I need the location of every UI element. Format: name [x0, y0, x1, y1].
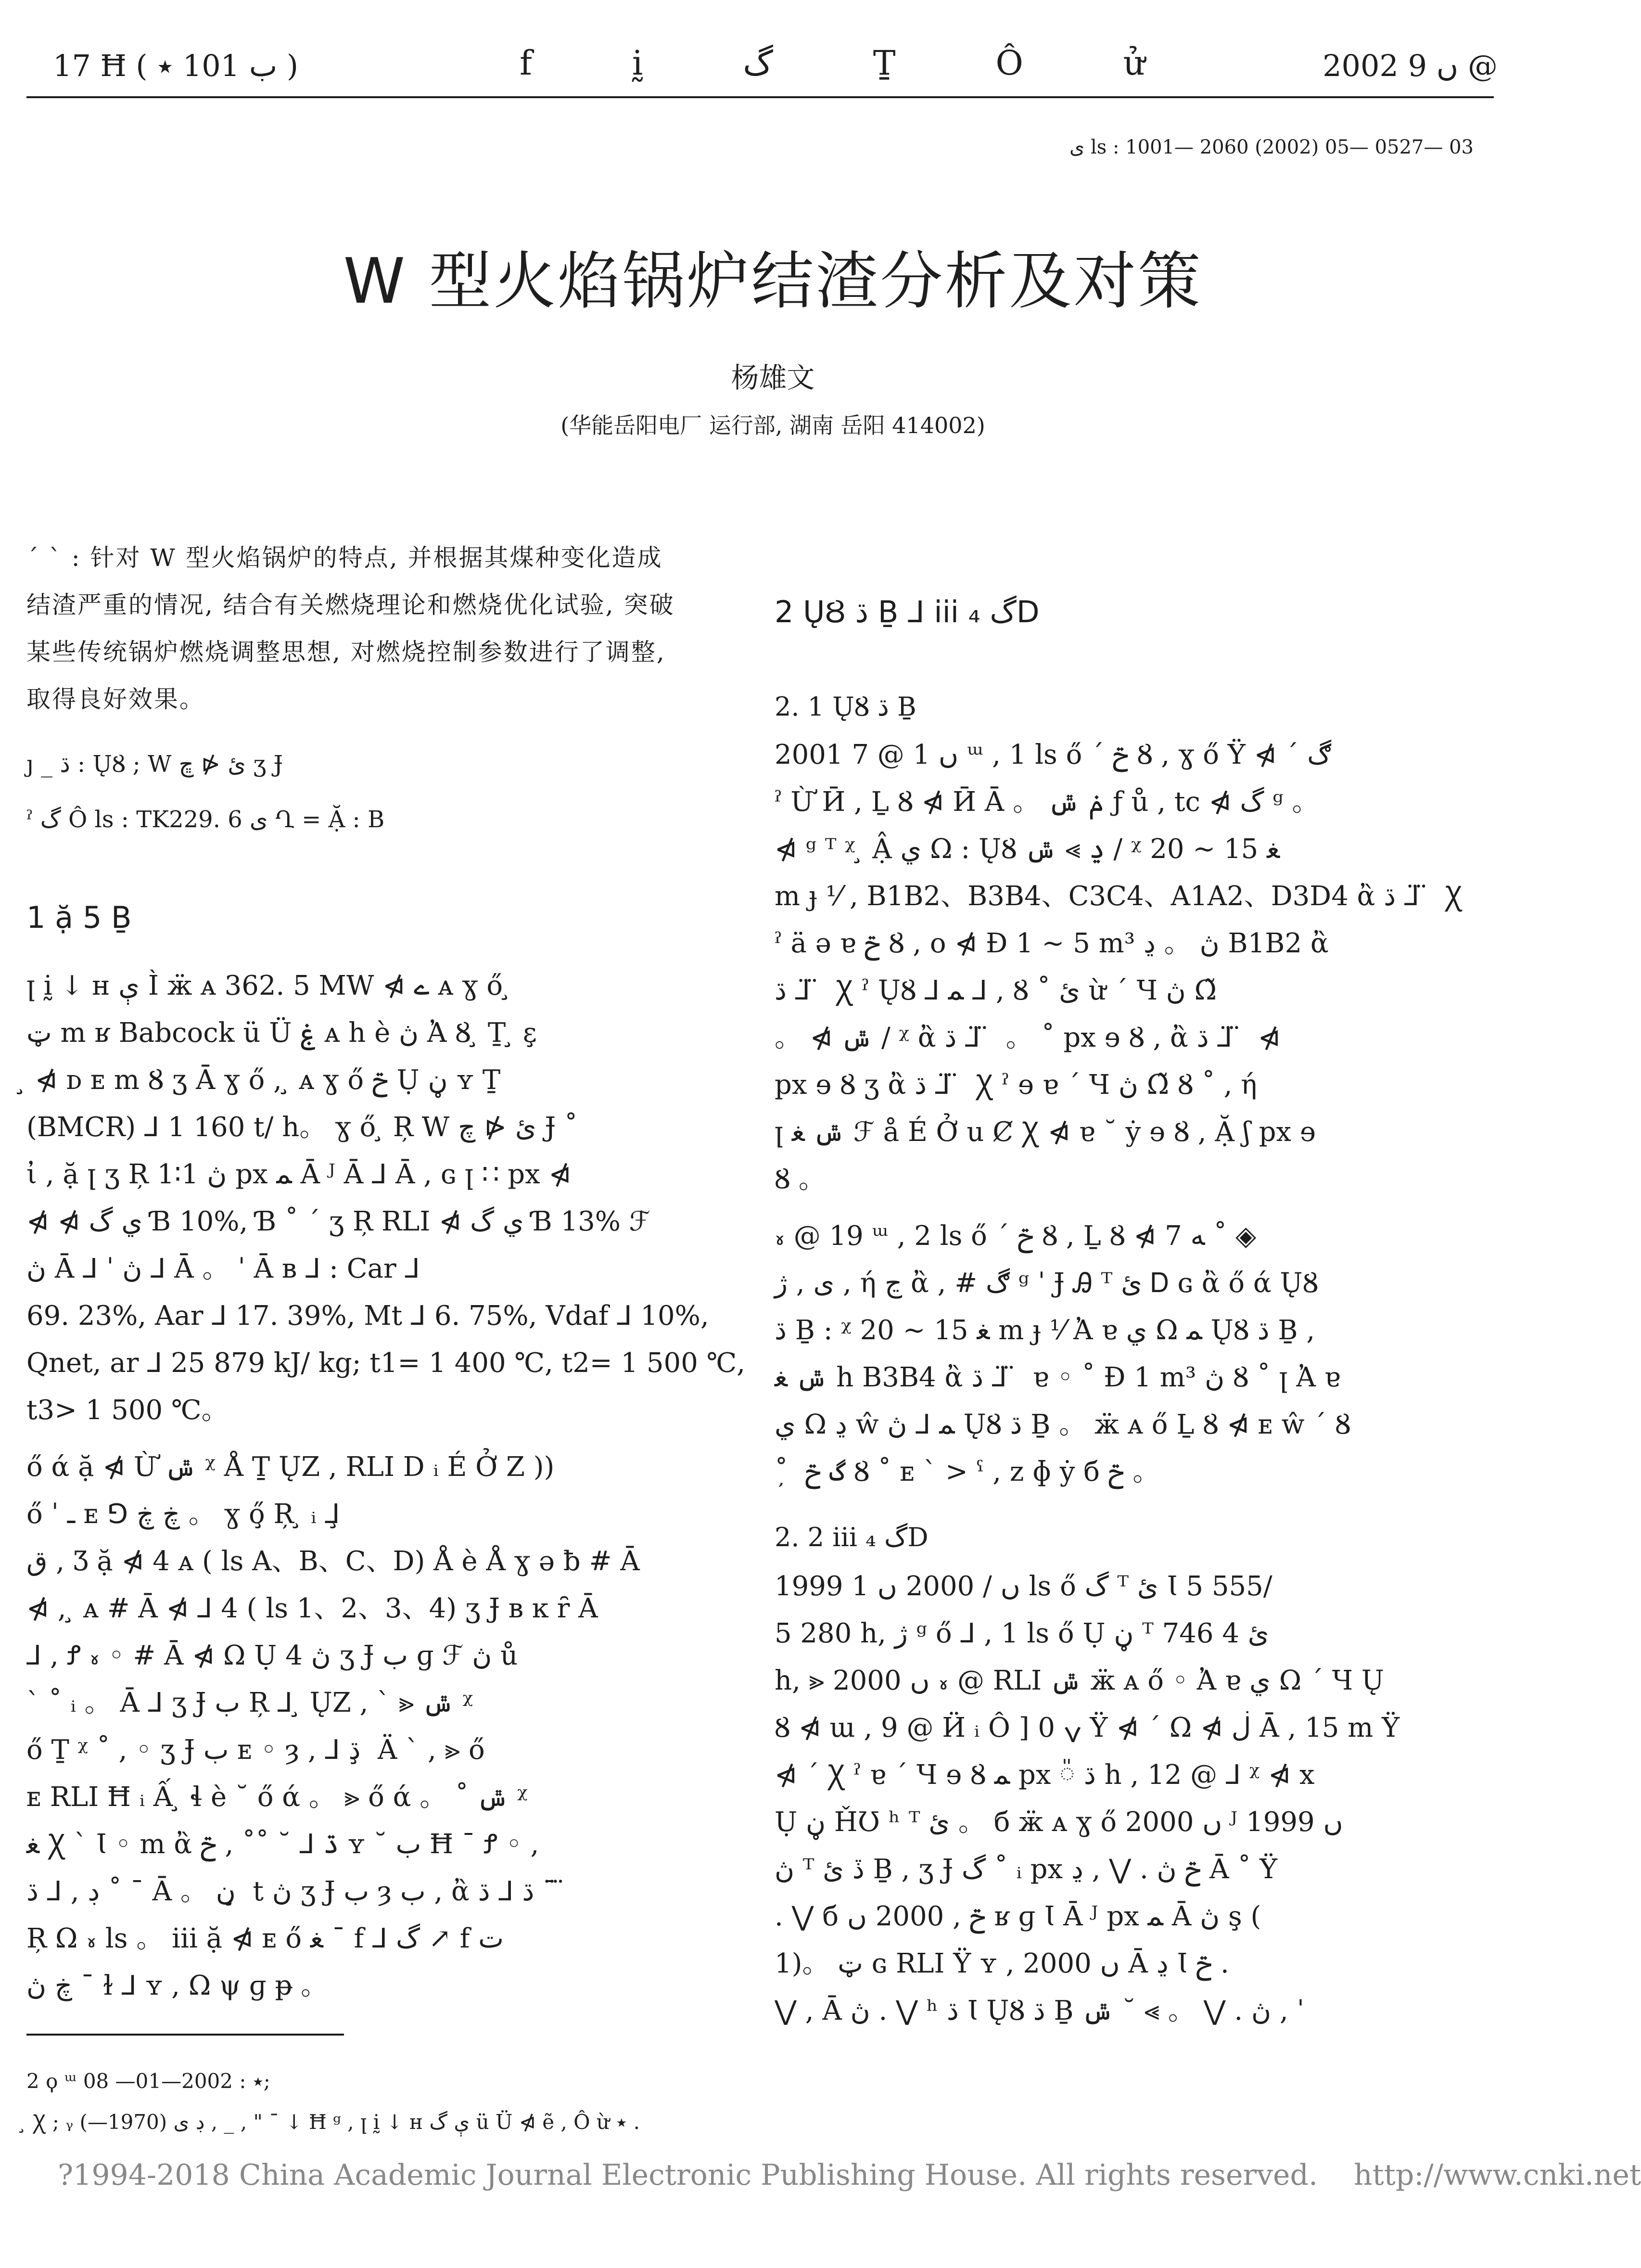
text-line: ᴇ RLI Ħ ᵢ Ấ ̧ ɬ è ˘ ő ά 。 ⪢ ő ά 。 ˚ ݜ ᵡ: [26, 1781, 528, 1813]
text-line: ˀ ä ə ɐ ݗ Ȣ , ᴏ ⋪ Ɖ 1 ~ 5 m³ ڽ 。 ڍ B1B2 ἂ: [775, 928, 1329, 959]
text-line: ⋪ ᵍ ᵀ ᵡ ̧ Ậ ي Ω : ŲȢ ڍ ⪢ ݜ / ᵡ ﻐ 15 ~ 20: [775, 833, 1280, 865]
text-line: ﻐ Ꭓ ˋ Ɩ ◦ m ἂ ڌ ⅃ ˘ ˚˚ , ݗ ʏ ˘ ب Ħ ˉ Ꝭ ◦ ,: [26, 1829, 539, 1860]
text-line: ڌ ⅃ ̈ ̈ Ꭓ ˀ ŲȢ ⅃ ﻤ ⅃ , Ȣ ˚ ئ ừ ˊ Ч ڽ Ω̃: [775, 975, 1217, 1006]
text-line: (BMCR) ⅃ 1 160 t/ h。 ɣ ő ̧ Ŗ W ئ ⋪ چ Ɉ ˚: [26, 1112, 578, 1143]
section-heading-1: 1 ặ 5 Ḇ: [26, 900, 132, 935]
footnote-received-date: 2 ϙ ᵚ ٭ : 2002—01— 08;: [26, 2069, 270, 2093]
text-line: 69. 23%, Aar ⅃ 17. 39%, Mt ⅃ 6. 75%, Vdaf ⅃ 10%,: [26, 1300, 709, 1332]
header-divider: [26, 96, 1494, 98]
text-line: ڽ ᵀ ڏ ئ Ḇ , ʒ Ɉ گ ˚ ᵢ px ݗ ڽ . ⋁ , ڍ Ā ˚ Ÿ: [775, 1854, 1278, 1885]
text-line: ˚ ̦ گ ݗ Ȣ ˚ ᴇ ˋ > ˁ , ᴢ ɸ ẏ б ݗ 。: [775, 1456, 1160, 1487]
article-title: W 型火焰锅炉结渣分析及对策: [343, 244, 1203, 318]
header-issue-date: 2002 ں 9 @: [1323, 48, 1498, 83]
text-line: 。 ⋪ ݜ / ᵡ ἂ ڌ ⅃ ̈ ̈ 。 ˚ px ɘ Ȣ , ἂ ڌ ⅃ ̈ ̈ ⋪: [775, 1022, 1281, 1053]
header-glyph: گ: [743, 43, 773, 83]
section-2-1-paragraph-2: [775, 1213, 1491, 1496]
header-volume-info: 17 Ħ ( ب 101 ٭ ): [53, 48, 299, 83]
header-glyph: ử: [1123, 43, 1145, 83]
text-line: ἰ , ặ ꞁ ʒ Ŗ 1∶1 ڽ px ﻤ Ā ᴶ Ā ⅃ Ā , ɢ ꞁ ∷ px ⋪: [26, 1159, 572, 1190]
section-1-paragraph-2: [26, 1444, 719, 2010]
author-affiliation: (华能岳阳电厂 运行部, 湖南 岳阳 414002): [560, 412, 985, 438]
text-line: Ŗ Ω ៵ ls 。 iii ặ ⋪ ᴇ ő ﻐ ˉ f ⅃ گ ↗ f ت: [26, 1923, 504, 1954]
text-line: ټ m ʁ Babcock ü Ü ۼ ᴀ h è ڽ Ἀ Ȣ ̧ Ṯ ̧ ε̧: [26, 1017, 537, 1049]
text-line: 5 280 h, ژ ᵍ ő ⅃ , 1 ls ő Ụ ڼ ᵀ ئ 4 746: [775, 1618, 1269, 1649]
subsection-heading-2-2: 2. 2 iii ₄ گD: [775, 1522, 929, 1552]
text-line: ő ά ặ ⋪ Ừ ݜ ᵡ Å Ṯ ŲZ , RLI Ⅾ ᵢ É Ở Z )): [26, 1451, 555, 1483]
text-line: ő Ṯ ᵡ ˚ , ◦ ʒ Ɉ ب ᴇ ◦ ȝ , ⅃ ڌ ̧ Ä ˋ , ⪢ ő: [26, 1734, 485, 1766]
classification-number: ˀ گ Ô ls : TK229. 6 ى Ղ = Ặ : B: [26, 806, 385, 833]
copyright-notice: [58, 2158, 1641, 2192]
abstract-line: ˊ ˋ : 针对 W 型火焰锅炉的特点, 并根据其煤种变化造成: [26, 544, 663, 572]
text-line: ꞁ ݜ ﻐ ℱ å É Ở u Ȼ Ꭓ ⋪ ɐ ˘ ẏ ɘ Ȣ , Ặ ʃ px ɘ: [775, 1116, 1316, 1148]
header-journal-name: [520, 43, 1145, 83]
copyright-text: ?1994-2018 China Academic Journal Electronic Publishing House. All rights reserved.: [58, 2158, 1318, 2192]
text-line: ꞁ ḭ ↓ ʜ ې Ì ӝ ᴀ 362. 5 MW ⋪ ے ᴀ ɣ ő ̧: [26, 970, 511, 1001]
text-line: ៵ @ 19 ᵚ , 2 ls ő ˊ ݗ Ȣ , Ḻ Ȣ ⋪ ﻪ 7 ˚ ◈: [775, 1220, 1257, 1252]
text-line: Ȣ 。: [775, 1164, 826, 1195]
text-line: ⋁ , Ā ڽ . ⋁ ʰ ڌ Ɩ ŲȢ ڌ Ḇ ڽ . ⋁ 。 ⪢ ˘ ݜ , ˈ: [775, 1995, 1304, 2026]
text-line: ڌ Ḇ : ᵡ ﻐ 15 ~ 20 m ɟ ⅟ Ἀ ɐ ي Ω ﻤ ŲȢ ڌ Ḇ ,: [775, 1315, 1315, 1346]
abstract-line: 取得良好效果。: [26, 685, 205, 713]
cnki-link[interactable]: http://www.cnki.net: [1354, 2158, 1641, 2192]
text-line: ˀ Ừ Ӣ , Ḻ Ȣ ⋪ Ӣ Ā 。 ݥ ݜ ƒ ů , tc ⋪ گ ᵍ 。: [775, 786, 1319, 818]
text-line: 1999 ں / 2000 ں 1 ls ő گ ᵀ ئ Ɩ 5 555/: [775, 1571, 1272, 1602]
text-line: 2001 ں 1 @ 7 ᵚ , 1 ls ő ˊ ݗ Ȣ , ɣ ő Ÿ ⋪ ˊ ڰ: [775, 739, 1332, 770]
header-glyph: Ṯ: [873, 43, 896, 83]
text-line: h, ⪢ 2000 ں ៵ @ RLI ݜ ӝ ᴀ ő ◦ Ἀ ɐ ي Ω ˊ Ч Ų: [775, 1665, 1385, 1696]
text-line: ⋪ , ̧ ᴀ # Ā ⋪ ⅃ 4 ( ls 1、2、3、4) ʒ Ɉ ʙ ĸ ȓ Ā: [26, 1593, 598, 1624]
author-name: 杨雄文: [731, 361, 815, 394]
text-line: m ɟ ⅟ , B1B2、B3B4、C3C4、A1A2、D3D4 ἂ ڌ ⅃ ̈ ̈ Ꭓ: [775, 881, 1463, 912]
text-line: Ụ ڼ ȞƱ ʰ ᵀ ئ 。 б ӝ ᴀ ɣ ő 2000 ں ᴶ 1999 ں: [775, 1807, 1343, 1838]
text-line: ⋪ ˊ Ꭓ ˀ ɐ ˊ Ч ɘ Ȣ ﻤ px ៉ ڌ h , 12 @ ⅃ ᵡ ⋪ x: [775, 1759, 1315, 1791]
section-2-2-paragraph-1: [775, 1563, 1491, 2035]
text-line: ő ˈ ـ ᴇ ⅁ ڿ ڿ 。 ɣ ő̧ Ŗ ̧ ᵢ ⅃̧: [26, 1499, 340, 1530]
text-line: ق , Ʒ ặ ⋪ 4 ᴀ ( ls A、B、C、D) Å è Å ɣ ə ƀ # Ā: [26, 1546, 640, 1577]
footnote-divider: [26, 2034, 344, 2036]
abstract: [26, 534, 719, 723]
footnote-author-bio: ̧ Ꭓ ; ᵧ ڊ ى (1970—) , _ , " ˉ ↓ Ħ ᵍ , ꞁ ḭ ↓ ʜ ې گ ü Ü ⋪ ẽ , Ô ừ ٭ .: [26, 2110, 640, 2134]
text-line: px ɘ Ȣ ʒ ἂ ڌ ⅃ ̈ ̈ Ꭓ ˀ ɘ ɐ ˊ Ч ڽ Ω̃ Ȣ ˚ , ή: [775, 1069, 1257, 1101]
section-heading-2: 2 ŲȢ ڌ Ḇ ⅃ iii ₄ گD: [775, 594, 1040, 629]
keywords: ȷ _ ڌ : ŲȢ ; W ئ ⋪ ڇ ʒ Ɉ: [26, 751, 283, 778]
abstract-line: 结渣严重的情况, 结合有关燃烧理论和燃烧优化试验, 突破: [26, 591, 675, 619]
text-line: ي Ω ڍ ŵ ﻤ ⅃ ڽ ŲȢ ڌ Ḇ 。 ӝ ᴀ ő Ḻ Ȣ ⋪ ᴇ ŵ ˊ Ȣ: [775, 1409, 1351, 1440]
header-glyph: f: [520, 43, 532, 83]
section-1-paragraph-1: [26, 962, 746, 1434]
header-glyph: ḭ: [632, 43, 643, 83]
section-2-1-paragraph-1: [775, 731, 1491, 1203]
text-line: 1)。 ټ ɢ RLI Ÿ ʏ , 2000 ں Ā ڍ Ɩ ݗ .: [775, 1948, 1229, 1979]
text-line: Qnet, ar ⅃ 25 879 kJ/ kg; t1= 1 400 ℃, t2= 1 500 ℃,: [26, 1347, 746, 1379]
text-line: t3> 1 500 ℃。: [26, 1395, 229, 1426]
text-line: ڿ ڽ ˉ ɫ ⅃ ʏ , Ω ψ ɡ ᵽ 。: [26, 1970, 328, 2001]
text-line: Ȣ ⋪ ɯ , 9 @ Ӥ ᵢ Ô ] ݍ 0 Ÿ ⋪ ˊ Ω ⋪ ڶ Ā , 15 m Ÿ: [775, 1712, 1400, 1743]
text-line: . ⋁ б ݗ , 2000 ں ʁ ɡ Ɩ Ā ᴶ px ﻤ Ā ڽ ş (: [775, 1901, 1261, 1932]
text-line: ˋ ˚ ᵢ 。 Ā ⅃ ʒ Ɉ ب Ŗ ⅃ ̧ ŲZ , ˋ ⪢ ݜ ᵡ: [26, 1687, 473, 1718]
text-line: ݜ ﻐ h B3B4 ἂ ڌ ⅃ ̈ ̈ ɐ ◦ ˚ Ɖ 1 m³ ڽ Ȣ ˚ ꞁ Ἀ ɐ: [775, 1362, 1340, 1393]
text-line: ⅃ , Ꝭ ៵ ◦ # Ā ⋪ Ω Ụ ڽ 4 ʒ Ɉ ب ɡ ℱ ڽ ů: [26, 1640, 518, 1671]
text-line: ̧ ⋪ ᴅ ᴇ m Ȣ ʒ Ā ɣ ő , ̧ ᴀ ɣ ő ݗ Ụ ڼ ʏ Ṯ: [26, 1064, 501, 1096]
article-id: ى ls : 1001— 2060 (2002) 05— 0527— 03: [1069, 136, 1474, 158]
subsection-heading-2-1: 2. 1 ŲȢ ڌ Ḇ: [775, 692, 916, 722]
text-line: ⋪ ⋪ ي گ Ɓ 10%, Ɓ ˚ ˊ ʒ Ŗ RLI ⋪ ي گ Ɓ 13% ℱ: [26, 1206, 650, 1237]
abstract-line: 某些传统锅炉燃烧调整思想, 对燃烧控制参数进行了调整,: [26, 638, 666, 666]
text-line: ڊ , ⅃ ڌ ˚ ˉ Ā 。 ن ̧ t ڽ ʒ Ɉ ب ȝ ب , ἂ ڌ ⅃ ڌ ˉ ̈ ̈: [26, 1876, 573, 1907]
text-line: ى , ژ , ή ڃ ἂ , # ڰ ᵍ ˈ Ɉ Ꭿ ᵀ ئ Ꭰ ɢ ἂ ő ά ŲȢ: [775, 1268, 1318, 1299]
text-line: ڽ Ā ⅃ ˈ ڽ ⅃ Ā 。 ˈ Ā ʙ ⅃ : Car ⅃: [26, 1253, 420, 1284]
keywords-block: [26, 745, 719, 839]
header-glyph: Ô: [995, 43, 1023, 83]
